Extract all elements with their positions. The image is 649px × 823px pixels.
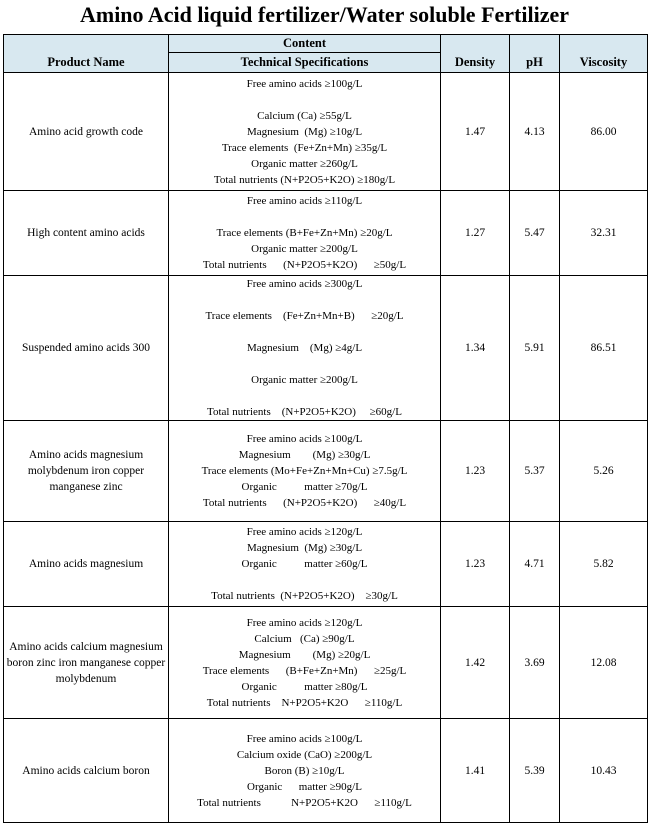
spec-line: Magnesium (Mg) ≥30g/L [246,542,363,554]
viscosity-cell: 86.51 [560,276,648,421]
viscosity-cell: 32.31 [560,191,648,276]
ph-cell: 5.39 [510,719,560,823]
table-body [4,73,648,823]
spec-line: Total nutrients N+P2O5+K2O ≥110g/L [197,796,412,809]
product-name-cell: Amino acids magnesium molybdenum iron copper manganese zinc [4,421,169,522]
table-row [4,522,648,607]
spec-line: Free amino acids ≥110g/L [246,195,363,207]
spec-line: Organic matter ≥60g/L [241,558,368,570]
spec-line: Calcium oxide (CaO) ≥200g/L [236,748,373,761]
product-name-cell: Amino acid growth code [4,73,169,191]
spec-gap [169,324,440,340]
spec-gap [169,572,440,588]
spec-cell [169,191,441,276]
table-row [4,73,648,191]
spec-line: Trace elements (B+Fe+Zn+Mn) ≥20g/L [216,227,393,239]
spec-line: Organic matter ≥90g/L [247,780,362,793]
fertilizer-table [3,34,648,823]
spec-line: Calcium (Ca) ≥55g/L [257,109,352,122]
table-row [4,719,648,823]
spec-line: Trace elements (Fe+Zn+Mn+B) ≥20g/L [205,310,404,322]
spec-line: Boron (B) ≥10g/L [264,764,345,777]
spec-line: Calcium (Ca) ≥90g/L [254,632,355,645]
spec-line: Free amino acids ≥100g/L [246,77,363,90]
product-name-cell: High content amino acids [4,191,169,276]
ph-cell: 5.91 [510,276,560,421]
spec-cell [169,73,441,191]
spec-line: Trace elements (Fe+Zn+Mn) ≥35g/L [221,141,388,154]
product-name-cell: Suspended amino acids 300 [4,276,169,421]
spec-line: Free amino acids ≥300g/L [246,278,363,290]
header-ph: pH [510,35,560,73]
spec-line: Organic matter ≥70g/L [241,481,368,493]
table-row [4,276,648,421]
header-technical-specifications: Technical Specifications [169,53,441,73]
spec-line: Magnesium (Mg) ≥10g/L [246,125,363,138]
product-name-cell: Amino acids calcium boron [4,719,169,823]
ph-cell: 3.69 [510,607,560,719]
spec-line: Trace elements (B+Fe+Zn+Mn) ≥25g/L [202,664,407,677]
ph-cell: 4.13 [510,73,560,191]
header-product-name: Product Name [4,35,169,73]
spec-line: Total nutrients (N+P2O5+K2O) ≥30g/L [211,590,398,602]
spec-line: Free amino acids ≥100g/L [246,433,363,445]
spec-cell [169,276,441,421]
spec-line: Magnesium (Mg) ≥20g/L [238,648,371,661]
spec-line: Magnesium (Mg) ≥30g/L [238,449,371,461]
header-viscosity: Viscosity [560,35,648,73]
spec-cell [169,421,441,522]
density-cell: 1.23 [441,421,510,522]
viscosity-cell: 86.00 [560,73,648,191]
page-title: Amino Acid liquid fertilizer/Water soluble Fertilizer [79,2,569,27]
spec-cell [169,522,441,607]
density-cell: 1.27 [441,191,510,276]
product-name-cell: Amino acids magnesium [4,522,169,607]
spec-line: Organic matter ≥80g/L [241,680,368,693]
viscosity-cell: 5.26 [560,421,648,522]
spec-line: Magnesium (Mg) ≥4g/L [246,342,363,354]
density-cell: 1.42 [441,607,510,719]
spec-line: Organic matter ≥200g/L [251,243,358,255]
header-content: Content [169,35,441,53]
spec-line: Total nutrients N+P2O5+K2O ≥110g/L [206,696,403,709]
viscosity-cell: 12.08 [560,607,648,719]
spec-line: Organic matter ≥200g/L [251,374,358,386]
density-cell: 1.34 [441,276,510,421]
spec-line: Total nutrients (N+P2O5+K2O) ≥50g/L [202,259,407,271]
viscosity-cell: 10.43 [560,719,648,823]
spec-gap [169,356,440,372]
spec-gap [169,209,440,225]
spec-gap [169,292,440,308]
spec-line: Organic matter ≥260g/L [251,157,358,170]
table-row [4,421,648,522]
density-cell: 1.47 [441,73,510,191]
spec-line: Total nutrients (N+P2O5+K2O) ≥40g/L [202,497,407,509]
ph-cell: 5.37 [510,421,560,522]
density-cell: 1.23 [441,522,510,607]
viscosity-cell: 5.82 [560,522,648,607]
density-cell: 1.41 [441,719,510,823]
spec-gap [169,92,440,108]
spec-gap [169,388,440,404]
spec-line: Free amino acids ≥120g/L [246,526,363,538]
spec-line: Free amino acids ≥100g/L [246,732,363,745]
header-density: Density [441,35,510,73]
ph-cell: 4.71 [510,522,560,607]
table-row [4,191,648,276]
spec-line: Free amino acids ≥120g/L [246,616,363,629]
table-row [4,607,648,719]
spec-line: Total nutrients (N+P2O5+K2O) ≥180g/L [213,173,396,186]
product-name-cell: Amino acids calcium magnesium boron zinc iron manganese copper molybdenum [4,607,169,719]
ph-cell: 5.47 [510,191,560,276]
spec-line: Total nutrients (N+P2O5+K2O) ≥60g/L [207,406,402,418]
spec-cell [169,719,441,823]
spec-cell [169,607,441,719]
spec-line: Trace elements (Mo+Fe+Zn+Mn+Cu) ≥7.5g/L [201,465,408,477]
